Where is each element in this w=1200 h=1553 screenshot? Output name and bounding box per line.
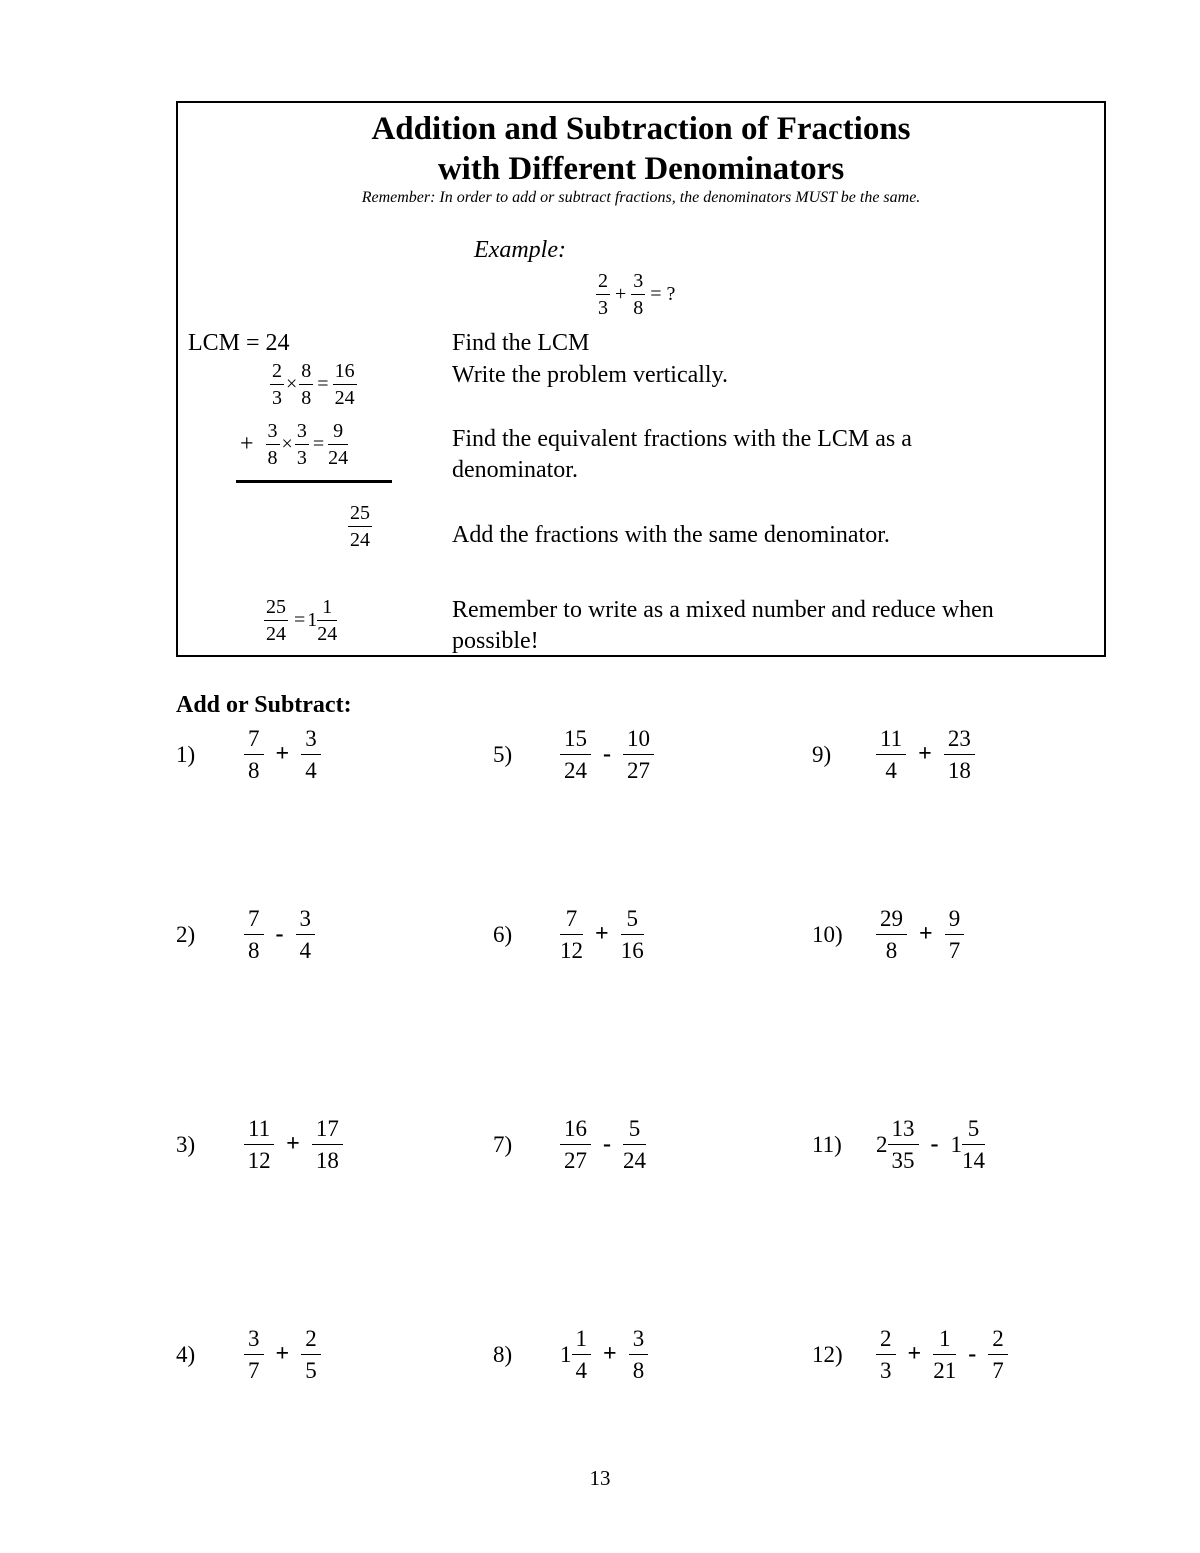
fraction: [244, 1327, 264, 1382]
numerator: 15: [560, 727, 591, 755]
problem-label: 2): [176, 922, 196, 947]
denominator: 18: [947, 758, 971, 783]
fraction: [888, 1117, 919, 1172]
denominator: 3: [880, 1358, 892, 1383]
denominator: 4: [885, 758, 897, 783]
numerator: 2: [301, 1327, 321, 1355]
numerator: 11: [244, 1117, 274, 1145]
minus-sign: -: [603, 1131, 611, 1157]
problem-expression: [560, 1117, 646, 1172]
numerator: 1: [933, 1327, 956, 1355]
fraction: [244, 727, 264, 782]
example-box: [176, 101, 1106, 657]
sum-fraction: $\frac{25}{24}$: [350, 502, 370, 551]
denominator: 8: [248, 758, 260, 783]
fraction: [621, 907, 644, 962]
problem-expression: [876, 907, 964, 962]
numerator: 3: [244, 1327, 264, 1355]
plus-sign: +: [918, 741, 932, 767]
exercises-heading: Add or Subtract:: [176, 692, 352, 718]
denominator: 18: [315, 1148, 339, 1173]
numerator: 3: [629, 1327, 649, 1355]
numerator: 16: [560, 1117, 591, 1145]
step-mixed-number: Remember to write as a mixed number and reduce when: [452, 597, 994, 623]
plus-sign: +: [595, 921, 609, 947]
denominator: 21: [933, 1358, 957, 1383]
denominator: 35: [891, 1148, 915, 1173]
denominator: 27: [564, 1148, 587, 1173]
fraction: [301, 1327, 321, 1382]
denominator: 16: [620, 938, 644, 963]
denominator: 12: [560, 938, 583, 963]
plus-sign: +: [919, 921, 933, 947]
denominator: 7: [248, 1358, 260, 1383]
problem-expression: [560, 907, 644, 962]
denominator: 4: [575, 1358, 587, 1383]
plus-sign: +: [275, 741, 290, 767]
numerator: 11: [876, 727, 906, 755]
denominator: 5: [305, 1358, 317, 1383]
numerator: 7: [244, 907, 264, 935]
fraction: [629, 1327, 649, 1382]
denominator: 8: [632, 1358, 645, 1383]
plus-sign: +: [286, 1131, 300, 1157]
problem-expression: [876, 727, 975, 782]
step-equivalent-fractions-cont: denominator.: [452, 457, 578, 483]
problem-label: 7): [493, 1132, 513, 1157]
problem-label: 11): [812, 1132, 842, 1157]
fraction: [933, 1327, 956, 1382]
fraction: [560, 907, 583, 962]
step-add-fractions: Add the fractions with the same denominator.: [452, 522, 890, 548]
remember-note: Remember: In order to add or subtract fractions, the denominators MUST be the same.: [361, 189, 921, 206]
example-question: $\frac{2}{3}$ + $\frac{3}{8}$ = ?: [598, 270, 676, 319]
problem-expression: [876, 1117, 985, 1172]
fraction: $\frac{2}{3}$: [598, 270, 608, 319]
problem-label: 12): [812, 1342, 843, 1367]
fraction: [944, 727, 975, 782]
numerator: 2: [876, 1327, 896, 1355]
mixed-number-result: $\frac{25}{24}$ = 1 $\frac{1}{24}$: [266, 596, 338, 645]
step-write-vertically: Write the problem vertically.: [452, 362, 729, 388]
numerator: 5: [962, 1117, 985, 1145]
fraction: [572, 1327, 592, 1382]
problem-label: 1): [176, 742, 196, 767]
numerator: 10: [623, 727, 654, 755]
fraction: [945, 907, 965, 962]
numerator: 23: [944, 727, 975, 755]
denominator: 7: [992, 1358, 1004, 1383]
problem-label: 5): [493, 742, 513, 767]
equivalent-fraction-row-2: + $\frac{3}{8}$ × $\frac{3}{3}$ = $\frac{9}{24}$: [240, 420, 349, 469]
fraction: [296, 907, 316, 962]
numerator: 29: [876, 907, 907, 935]
equivalent-fraction-row-1: $\frac{2}{3}$ × $\frac{8}{8}$ = $\frac{16}{24}$: [272, 360, 355, 409]
numerator: 5: [623, 1117, 646, 1145]
sum-line: [236, 480, 392, 483]
numerator: 1: [572, 1327, 592, 1355]
problem-label: 9): [812, 742, 832, 767]
step-equivalent-fractions: Find the equivalent fractions with the LCM as a: [452, 426, 912, 452]
whole-number: 1: [560, 1341, 572, 1367]
numerator: 5: [621, 907, 644, 935]
numerator: 3: [301, 727, 321, 755]
whole-number: 2: [876, 1131, 888, 1157]
denominator: 4: [299, 938, 311, 963]
page-title-line1: Addition and Subtraction of Fractions: [371, 111, 911, 147]
denominator: 4: [305, 758, 317, 783]
problem-expression: [560, 727, 654, 782]
fraction: [876, 1327, 896, 1382]
fraction: [962, 1117, 985, 1172]
denominator: 24: [564, 758, 587, 783]
minus-sign: -: [968, 1341, 977, 1367]
problem-label: 10): [812, 922, 843, 947]
lcm-value: LCM = 24: [188, 330, 290, 356]
problem-label: 3): [176, 1132, 196, 1157]
denominator: 12: [247, 1148, 271, 1173]
step-mixed-number-cont: possible!: [452, 628, 539, 654]
denominator: 27: [627, 758, 650, 783]
page-title-line2: with Different Denominators: [437, 151, 845, 187]
fraction: [876, 727, 906, 782]
plus-sign: +: [603, 1341, 617, 1367]
numerator: 9: [945, 907, 965, 935]
page-number: 13: [589, 1466, 611, 1490]
fraction: [244, 1117, 274, 1172]
fraction: [623, 1117, 646, 1172]
numerator: 7: [244, 727, 264, 755]
minus-sign: -: [930, 1131, 939, 1157]
problem-label: 8): [493, 1342, 513, 1367]
problem-expression: [560, 1327, 648, 1382]
fraction: [988, 1327, 1008, 1382]
problem-expression: [244, 727, 321, 782]
plus-sign: +: [275, 1341, 290, 1367]
numerator: 7: [560, 907, 583, 935]
denominator: 14: [962, 1148, 985, 1173]
problem-expression: [244, 1117, 343, 1172]
fraction: [560, 1117, 591, 1172]
fraction: [623, 727, 654, 782]
minus-sign: -: [603, 741, 611, 767]
problem-expression: [244, 1327, 321, 1382]
problem-expression: [876, 1327, 1008, 1382]
fraction: [244, 907, 264, 962]
denominator: 24: [623, 1148, 646, 1173]
fraction: [301, 727, 321, 782]
minus-sign: -: [275, 921, 284, 947]
numerator: 3: [296, 907, 316, 935]
problem-label: 4): [176, 1342, 196, 1367]
numerator: 17: [312, 1117, 343, 1145]
problem-expression: [244, 907, 315, 962]
whole-number: 1: [950, 1131, 962, 1157]
numerator: 2: [988, 1327, 1008, 1355]
example-label: Example:: [474, 237, 566, 263]
denominator: 8: [885, 938, 898, 963]
fraction: $\frac{3}{8}$: [633, 270, 644, 319]
fraction: [876, 907, 907, 962]
fraction: [312, 1117, 343, 1172]
fraction: [560, 727, 591, 782]
plus-sign: +: [907, 1341, 922, 1367]
step-find-lcm: Find the LCM: [452, 330, 590, 356]
denominator: 7: [948, 938, 961, 963]
problem-label: 6): [493, 922, 513, 947]
denominator: 8: [248, 938, 260, 963]
numerator: 13: [888, 1117, 919, 1145]
